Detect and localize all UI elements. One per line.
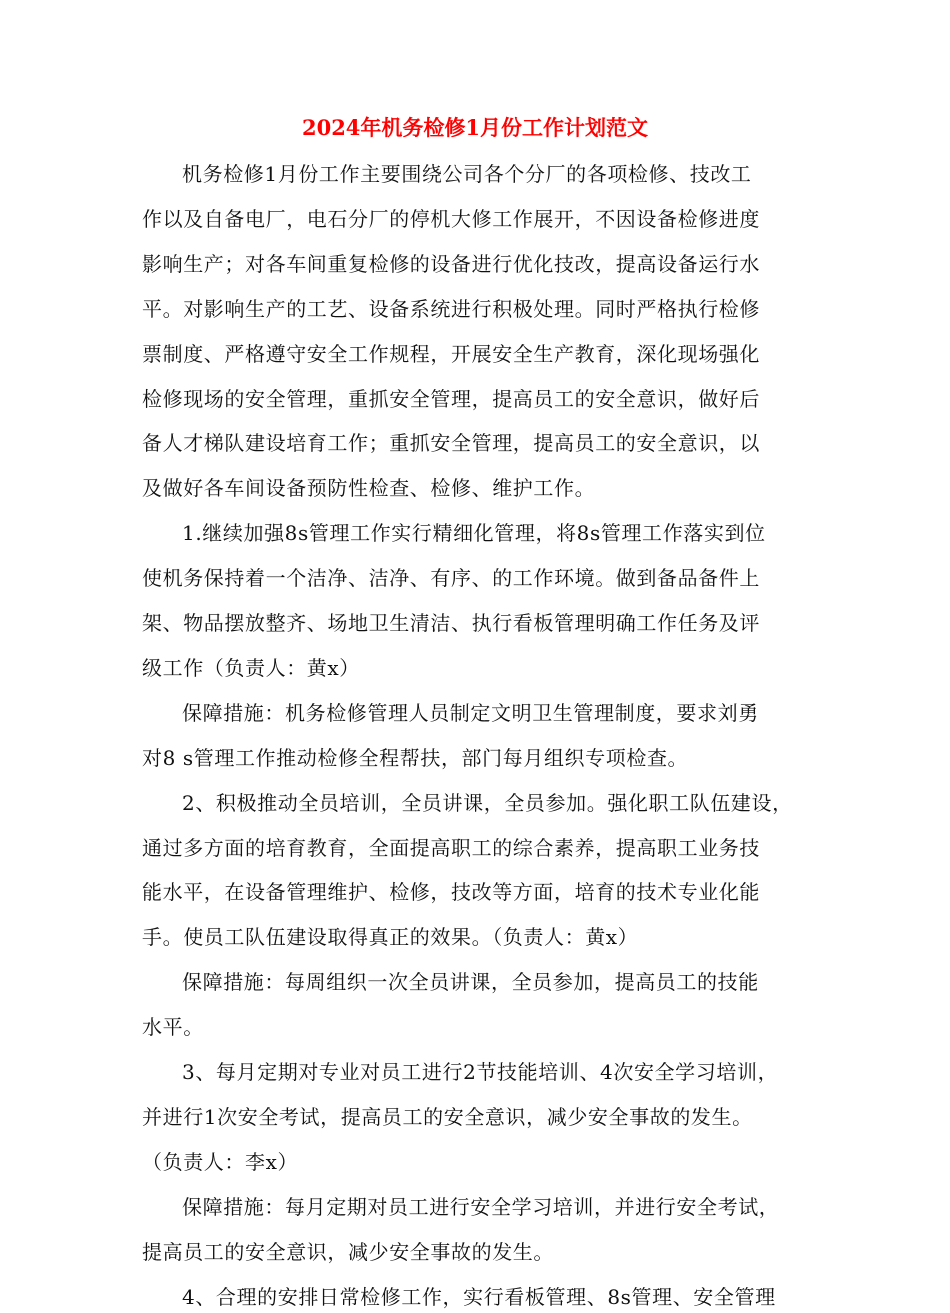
text-line: 机务检修1月份工作主要围绕公司各个分厂的各项检修、技改工 — [182, 162, 752, 186]
text-line: 保障措施：每月定期对员工进行安全学习培训，并进行安全考试， — [182, 1195, 780, 1219]
text-line: 通过多方面的培育教育，全面提高职工的综合素养，提高职工业务技 — [142, 836, 760, 860]
text-line: 能水平，在设备管理维护、检修，技改等方面，培育的技术专业化能 — [142, 880, 760, 904]
text-line: 及做好各车间设备预防性检查、检修、维护工作。 — [142, 476, 596, 500]
text-line: 使机务保持着一个洁净、洁净、有序、的工作环境。做到备品备件上 — [142, 566, 760, 590]
text-line: 保障措施：每周组织一次全员讲课，全员参加，提高员工的技能 — [182, 970, 759, 994]
text-line: 1.继续加强8s管理工作实行精细化管理，将8s管理工作落实到位 — [182, 521, 766, 545]
text-line: 保障措施：机务检修管理人员制定文明卫生管理制度，要求刘勇 — [182, 701, 759, 725]
text-line: 并进行1次安全考试，提高员工的安全意识，减少安全事故的发生。 — [142, 1105, 753, 1129]
text-line: 票制度、严格遵守安全工作规程，开展安全生产教育，深化现场强化 — [142, 342, 760, 366]
text-line: 水平。 — [142, 1015, 204, 1039]
text-line: 平。对影响生产的工艺、设备系统进行积极处理。同时严格执行检修 — [142, 297, 760, 321]
text-line: 级工作（负责人：黄x） — [142, 656, 360, 680]
text-line: 3、每月定期对专业对员工进行2节技能培训、4次安全学习培训， — [182, 1060, 779, 1084]
text-line: 架、物品摆放整齐、场地卫生清洁、执行看板管理明确工作任务及评 — [142, 611, 760, 635]
text-line: （负责人：李x） — [142, 1150, 299, 1174]
text-line: 检修现场的安全管理，重抓安全管理，提高员工的安全意识，做好后 — [142, 387, 760, 411]
text-line: 提高员工的安全意识，减少安全事故的发生。 — [142, 1240, 554, 1264]
text-line: 作以及自备电厂，电石分厂的停机大修工作展开，不因设备检修进度 — [142, 207, 760, 231]
text-line: 备人才梯队建设培育工作；重抓安全管理，提高员工的安全意识，以 — [142, 431, 760, 455]
text-line: 4、合理的安排日常检修工作，实行看板管理、8s管理、安全管理 — [182, 1285, 776, 1309]
text-line: 影响生产；对各车间重复检修的设备进行优化技改，提高设备运行水 — [142, 252, 760, 276]
text-line: 2、积极推动全员培训，全员讲课，全员参加。强化职工队伍建设， — [182, 791, 793, 815]
text-line: 手。使员工队伍建设取得真正的效果。（负责人：黄x） — [142, 925, 639, 949]
text-line: 对8 s管理工作推动检修全程帮扶，部门每月组织专项检查。 — [142, 746, 689, 770]
document-title: 2024年机务检修1月份工作计划范文 — [301, 115, 649, 140]
